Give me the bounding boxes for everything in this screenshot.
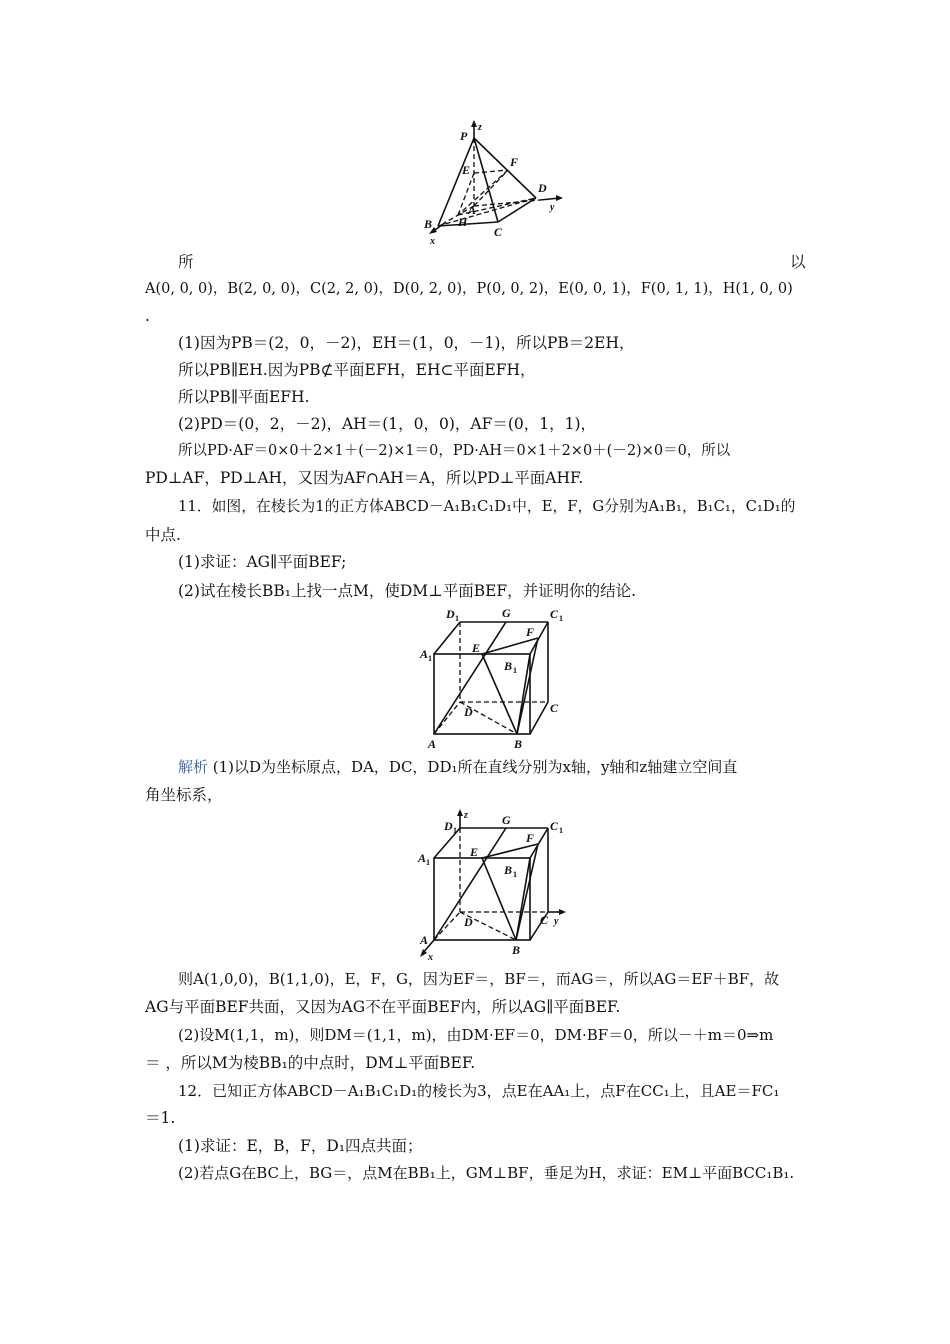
edge-BC	[530, 702, 548, 734]
text-line-17: AG与平面BEF共面，又因为AG不在平面BEF内，所以AG∥平面BEF.	[145, 998, 621, 1016]
edge-A1D1	[434, 622, 460, 654]
label-z: z	[478, 122, 482, 133]
y-arrow	[556, 195, 563, 201]
seg-AF	[474, 170, 508, 206]
text-line-19: ＝ ，所以M为棱BB₁的中点时，DM⊥平面BEF.	[145, 1054, 476, 1072]
text-line-8: 所以PD·AF＝0×0＋2×1＋(－2)×1＝0，PD·AH＝0×1＋2×0＋(－2)×0＝0，所以	[178, 443, 731, 459]
label-B1: B	[504, 863, 513, 877]
label-D1-sub: 1	[455, 614, 459, 623]
text-line-11: 中点.	[145, 526, 181, 544]
pyramid-figure	[420, 118, 570, 246]
label-D: D	[464, 705, 473, 719]
text-line-23: (2)若点G在BC上，BG＝，点M在BB₁上，GM⊥BF，垂足为H，求证：EM⊥平面BCC₁B₁.	[178, 1164, 795, 1182]
text-line-12: (1)求证：AG∥平面BEF;	[178, 553, 347, 571]
label-C1: C	[550, 607, 559, 621]
label-A: A	[428, 737, 437, 751]
label-F: F	[526, 625, 535, 639]
label-F: F	[526, 831, 535, 845]
label-E: E	[462, 163, 471, 177]
text-line-2: A(0, 0, 0)，B(2, 0, 0)，C(2, 2, 0)，D(0, 2, 0)，P(0, 0, 2)，E(0, 0, 1)，F(0, 1, 1)，H(1, 0, 0)	[145, 281, 793, 297]
label-E: E	[472, 641, 481, 655]
label-A1: A	[418, 851, 427, 865]
label-A1-sub: 1	[426, 858, 430, 867]
label-C1-sub: 1	[559, 614, 563, 623]
label-D1-sub: 1	[453, 826, 457, 835]
label-D: D	[464, 915, 473, 929]
edge-AD	[434, 912, 460, 940]
label-C: C	[540, 913, 549, 927]
text-line-6: 所以PB∥平面EFH.	[178, 388, 310, 406]
label-D1: D	[446, 607, 455, 621]
text-line-3: .	[145, 307, 150, 325]
label-y: y	[550, 202, 555, 213]
text-line-4: (1)因为PB＝(2，0，－2)，EH＝(1，0，－1)，所以PB＝2EH，	[178, 334, 635, 352]
label-A1-sub: 1	[428, 654, 432, 663]
label-D1: D	[444, 819, 453, 833]
seg-EF	[474, 170, 508, 173]
text-line-1-right: 以	[790, 253, 806, 271]
text-line-21: ＝1.	[145, 1109, 176, 1127]
label-H: H	[458, 215, 468, 229]
label-F: F	[510, 155, 519, 169]
text-line-20: 12．已知正方体ABCD－A₁B₁C₁D₁的棱长为3，点E在AA₁上，点F在CC₁上，且AE＝FC₁	[178, 1082, 780, 1100]
text-line-22: (1)求证：E，B，F，D₁四点共面；	[178, 1137, 423, 1155]
label-x: x	[430, 236, 435, 247]
label-A: A	[420, 933, 429, 947]
label-G: G	[502, 606, 511, 620]
text-line-10: 11．如图，在棱长为1的正方体ABCD－A₁B₁C₁D₁中，E，F，G分别为A₁B₁，B₁C₁，C₁D₁的	[178, 498, 796, 515]
label-P: P	[460, 129, 468, 143]
label-y: y	[554, 916, 559, 927]
text-line-14-body: (1)以D为坐标原点，DA，DC，DD₁所在直线分别为x轴，y轴和z轴建立空间直	[208, 758, 738, 776]
z-arrow	[471, 120, 477, 127]
label-C1-sub: 1	[559, 826, 563, 835]
label-z: z	[464, 810, 468, 821]
z-arrow	[457, 809, 463, 816]
label-C: C	[550, 701, 559, 715]
label-B1-sub: 1	[513, 666, 517, 675]
text-line-14	[178, 756, 737, 778]
cube-figure	[418, 606, 568, 751]
solution-label: 解析	[178, 758, 209, 776]
label-B: B	[512, 943, 521, 957]
seg-B1B	[516, 858, 530, 940]
label-A1: A	[420, 647, 429, 661]
label-E: E	[470, 845, 479, 859]
text-line-18: (2)设M(1,1，m)，则DM＝(1,1，m)，由DM·EF＝0，DM·BF＝0，所以－＋m＝0⇒m	[178, 1026, 774, 1044]
text-line-5: 所以PB∥EH.因为PB⊄平面EFH，EH⊂平面EFH，	[178, 361, 536, 379]
text-line-13: (2)试在棱长BB₁上找一点M，使DM⊥平面BEF，并证明你的结论.	[178, 582, 637, 600]
text-line-7: (2)PD＝(0，2，－2)，AH＝(1，0，0)，AF＝(0，1，1)，	[178, 415, 597, 433]
cube-axes-figure	[412, 808, 577, 968]
label-B1-sub: 1	[513, 870, 517, 879]
text-line-9: PD⊥AF，PD⊥AH，又因为AF∩AH＝A，所以PD⊥平面AHF.	[145, 469, 584, 487]
label-x: x	[428, 952, 433, 963]
label-D: D	[538, 181, 547, 195]
text-line-1: 所	[178, 253, 194, 271]
label-G: G	[502, 813, 511, 827]
text-line-16: 则A(1,0,0)，B(1,1,0)，E，F，G，因为EF＝，BF＝，而AG＝，所以AG＝EF＋BF，故	[178, 970, 780, 988]
y-arrow	[559, 909, 566, 915]
label-B: B	[424, 217, 433, 231]
seg-B1B	[517, 654, 530, 734]
label-A: A	[468, 203, 477, 217]
label-C: C	[494, 225, 503, 239]
label-B1: B	[504, 659, 513, 673]
label-C1: C	[550, 819, 559, 833]
seg-BD	[438, 198, 536, 226]
text-line-15: 角坐标系，	[145, 786, 223, 804]
label-B: B	[514, 737, 523, 751]
